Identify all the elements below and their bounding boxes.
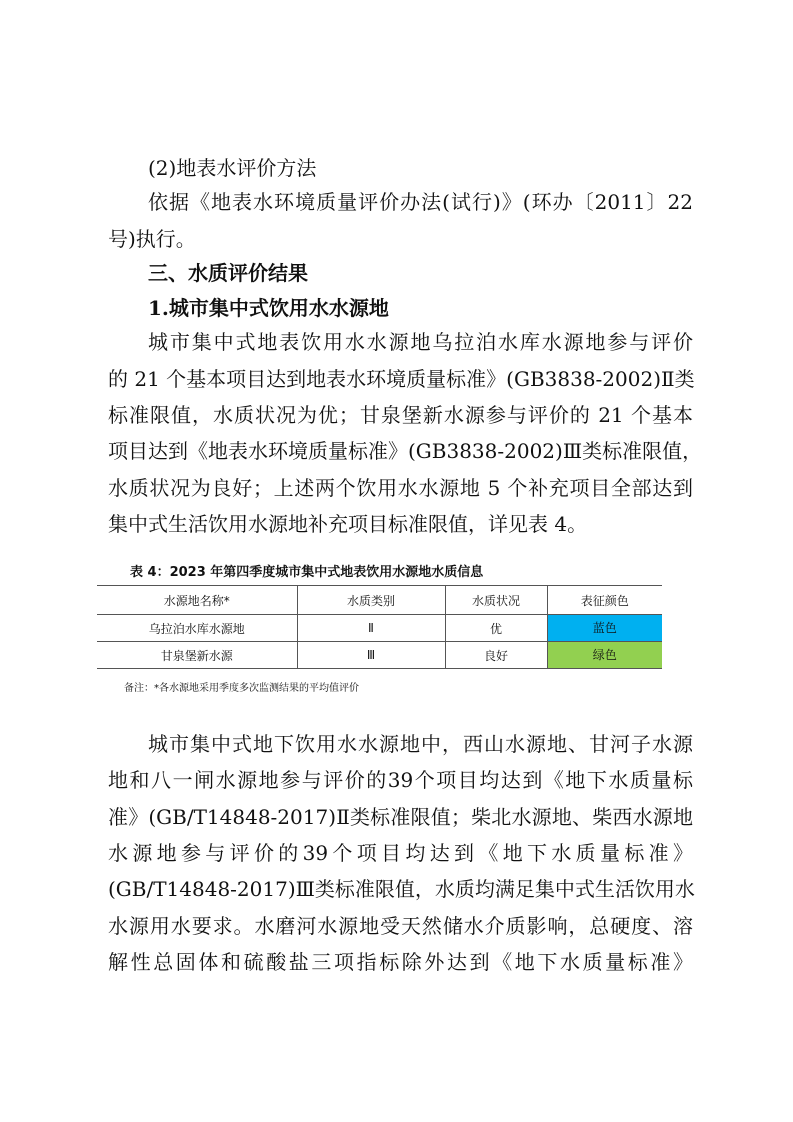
column-header: 表征颜色 bbox=[547, 586, 662, 615]
status-cell: 优 bbox=[445, 615, 547, 642]
table-caption: 表 4：2023 年第四季度城市集中式地表饮用水源地水质信息 bbox=[130, 565, 484, 580]
section-3-heading: 三、水质评价结果 bbox=[148, 261, 308, 285]
status-cell: 良好 bbox=[445, 642, 547, 669]
paragraph-line: 城市集中式地下饮用水水源地中，西山水源地、甘河子水源 bbox=[148, 732, 693, 756]
paragraph-line: 标准限值，水质状况为优；甘泉堡新水源参与评价的 21 个基本 bbox=[108, 403, 693, 427]
source-name-cell: 甘泉堡新水源 bbox=[97, 642, 297, 669]
paragraph-line: 地和八一闸水源地参与评价的39个项目均达到《地下水质量标 bbox=[108, 768, 693, 792]
column-header: 水质状况 bbox=[445, 586, 547, 615]
water-quality-table bbox=[97, 585, 662, 669]
paragraph-line: 解性总固体和硫酸盐三项指标除外达到《地下水质量标准》 bbox=[108, 950, 693, 974]
paragraph-line: 号)执行。 bbox=[108, 227, 196, 251]
table-row bbox=[97, 615, 662, 642]
color-swatch: 绿色 bbox=[592, 648, 617, 662]
paragraph-line: 水源用水要求。水磨河水源地受天然储水介质影响，总硬度、溶 bbox=[108, 914, 693, 938]
color-cell bbox=[547, 615, 662, 642]
column-header: 水源地名称* bbox=[97, 586, 297, 615]
category-cell: Ⅱ bbox=[297, 615, 445, 642]
section-2-heading: (2)地表水评价方法 bbox=[148, 156, 317, 180]
paragraph-line: 城市集中式地表饮用水水源地乌拉泊水库水源地参与评价 bbox=[148, 330, 693, 354]
paragraph-line: 项目达到《地表水环境质量标准》(GB3838-2002)Ⅲ类标准限值， bbox=[108, 439, 703, 463]
table-row bbox=[97, 642, 662, 669]
paragraph-line: 的 21 个基本项目达到地表水环境质量标准》(GB3838-2002)Ⅱ类 bbox=[108, 367, 695, 391]
color-swatch: 蓝色 bbox=[592, 621, 617, 635]
subsection-heading: 1.城市集中式饮用水水源地 bbox=[148, 296, 389, 320]
paragraph-line: 依据《地表水环境质量评价办法(试行)》(环办〔2011〕22 bbox=[148, 190, 693, 214]
source-name-cell: 乌拉泊水库水源地 bbox=[97, 615, 297, 642]
column-header: 水质类别 bbox=[297, 586, 445, 615]
paragraph-line: 集中式生活饮用水源地补充项目标准限值，详见表 4。 bbox=[108, 512, 588, 536]
table-note: 备注：*各水源地采用季度多次监测结果的平均值评价 bbox=[124, 683, 359, 694]
paragraph-line: 水质状况为良好；上述两个饮用水水源地 5 个补充项目全部达到 bbox=[108, 476, 693, 500]
color-cell bbox=[547, 642, 662, 669]
paragraph-line: (GB/T14848-2017)Ⅲ类标准限值，水质均满足集中式生活饮用水 bbox=[108, 877, 695, 901]
category-cell: Ⅲ bbox=[297, 642, 445, 669]
table-header-row bbox=[97, 586, 662, 615]
paragraph-line: 水源地参与评价的39个项目均达到《地下水质量标准》 bbox=[108, 841, 693, 865]
paragraph-line: 准》(GB/T14848-2017)Ⅱ类标准限值；柴北水源地、柴西水源地 bbox=[108, 805, 693, 829]
